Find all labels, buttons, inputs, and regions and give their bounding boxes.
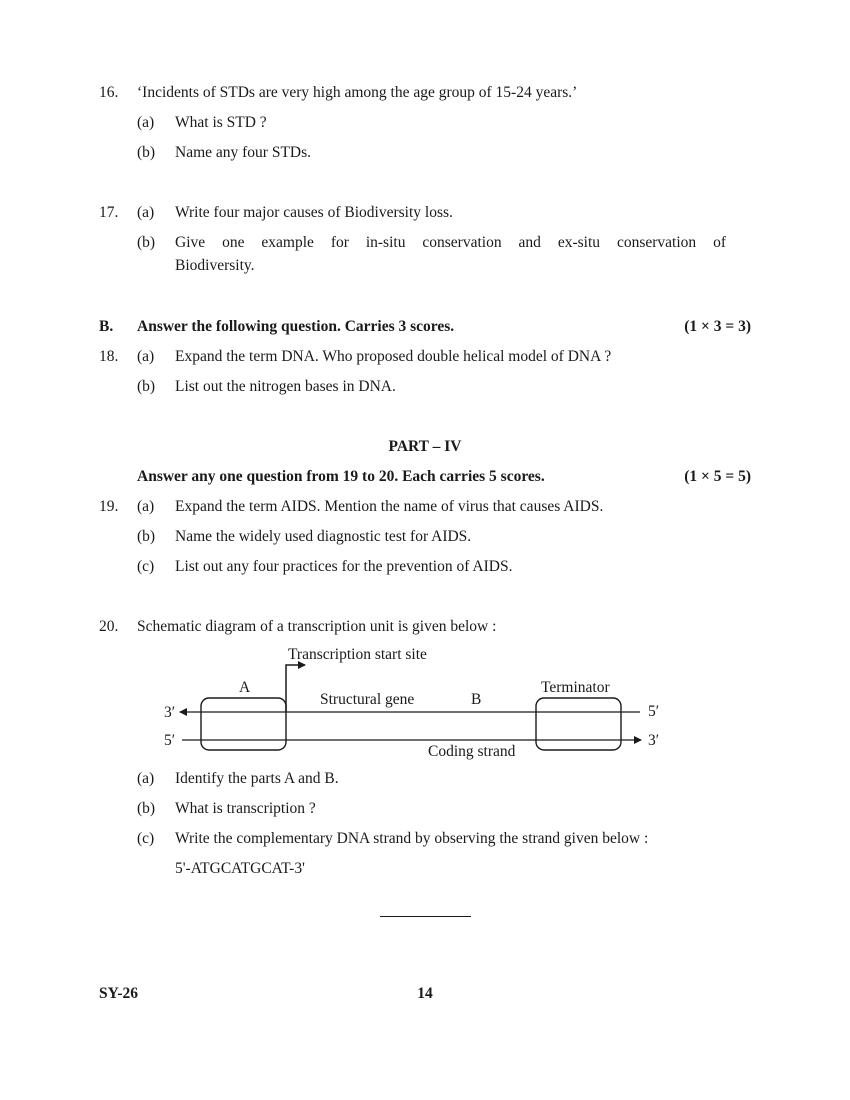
q20b-text: What is transcription ? [175, 800, 316, 817]
q18a-text: Expand the term DNA. Who proposed double helical model of DNA ? [175, 348, 612, 365]
dna-sequence: 5'-ATGCATGCAT-3' [175, 860, 305, 877]
q17-number: 17. [99, 204, 119, 221]
q20-stem: Schematic diagram of a transcription unit is given below : [137, 618, 497, 635]
q16a-text: What is STD ? [175, 114, 267, 131]
q18b-label: (b) [137, 378, 156, 395]
q17b-text-line1: Give one example for in-situ conservation and ex-situ conservation of [175, 234, 726, 251]
promoter-box [201, 698, 286, 750]
q18a-label: (a) [137, 348, 155, 365]
q17a-label: (a) [137, 204, 155, 221]
q20a-text: Identify the parts A and B. [175, 770, 339, 787]
q16-stem: ‘Incidents of STDs are very high among the age group of 15-24 years.’ [137, 84, 578, 101]
q19b-label: (b) [137, 528, 156, 545]
q19a-text: Expand the term AIDS. Mention the name of virus that causes AIDS. [175, 498, 604, 515]
q20c-text: Write the complementary DNA strand by observing the strand given below : [175, 830, 649, 847]
q16a-label: (a) [137, 114, 155, 131]
label-a: A [239, 679, 251, 696]
part-iv-title: PART – IV [388, 438, 462, 455]
section-b-marks: (1 × 3 = 3) [684, 318, 751, 335]
q19-number: 19. [99, 498, 119, 515]
q19c-text: List out any four practices for the prevention of AIDS. [175, 558, 513, 575]
bottom-right-end-label: 3′ [648, 732, 660, 749]
coding-strand-label: Coding strand [428, 743, 516, 760]
q20a-label: (a) [137, 770, 155, 787]
top-left-end-label: 3′ [164, 704, 176, 721]
section-b-label: B. [99, 318, 114, 335]
q20b-label: (b) [137, 800, 156, 817]
end-rule [380, 916, 471, 917]
label-b: B [471, 691, 482, 708]
part-iv-instruction: Answer any one question from 19 to 20. Each carries 5 scores. [137, 468, 545, 485]
top-right-end-label: 5′ [648, 703, 660, 720]
q20-number: 20. [99, 618, 119, 635]
footer-code: SY-26 [99, 985, 139, 1002]
bottom-left-end-label: 5′ [164, 732, 176, 749]
start-site-label: Transcription start site [288, 646, 427, 663]
q19b-text: Name the widely used diagnostic test for AIDS. [175, 528, 472, 545]
part-iv-marks: (1 × 5 = 5) [684, 468, 751, 485]
q17b-label: (b) [137, 234, 156, 251]
q16b-label: (b) [137, 144, 156, 161]
q20c-label: (c) [137, 830, 155, 847]
q18-number: 18. [99, 348, 119, 365]
terminator-box [536, 698, 621, 750]
terminator-label: Terminator [541, 679, 610, 696]
section-b-instruction: Answer the following question. Carries 3 scores. [137, 318, 455, 335]
start-site-arrow [286, 665, 305, 712]
q18b-text: List out the nitrogen bases in DNA. [175, 378, 396, 395]
q17b-text-line2: Biodiversity. [175, 257, 255, 274]
q17a-text: Write four major causes of Biodiversity loss. [175, 204, 453, 221]
q16b-text: Name any four STDs. [175, 144, 312, 161]
page-number: 14 [417, 985, 433, 1002]
q19a-label: (a) [137, 498, 155, 515]
q16-number: 16. [99, 84, 119, 101]
structural-gene-label: Structural gene [320, 691, 415, 708]
q19c-label: (c) [137, 558, 155, 575]
